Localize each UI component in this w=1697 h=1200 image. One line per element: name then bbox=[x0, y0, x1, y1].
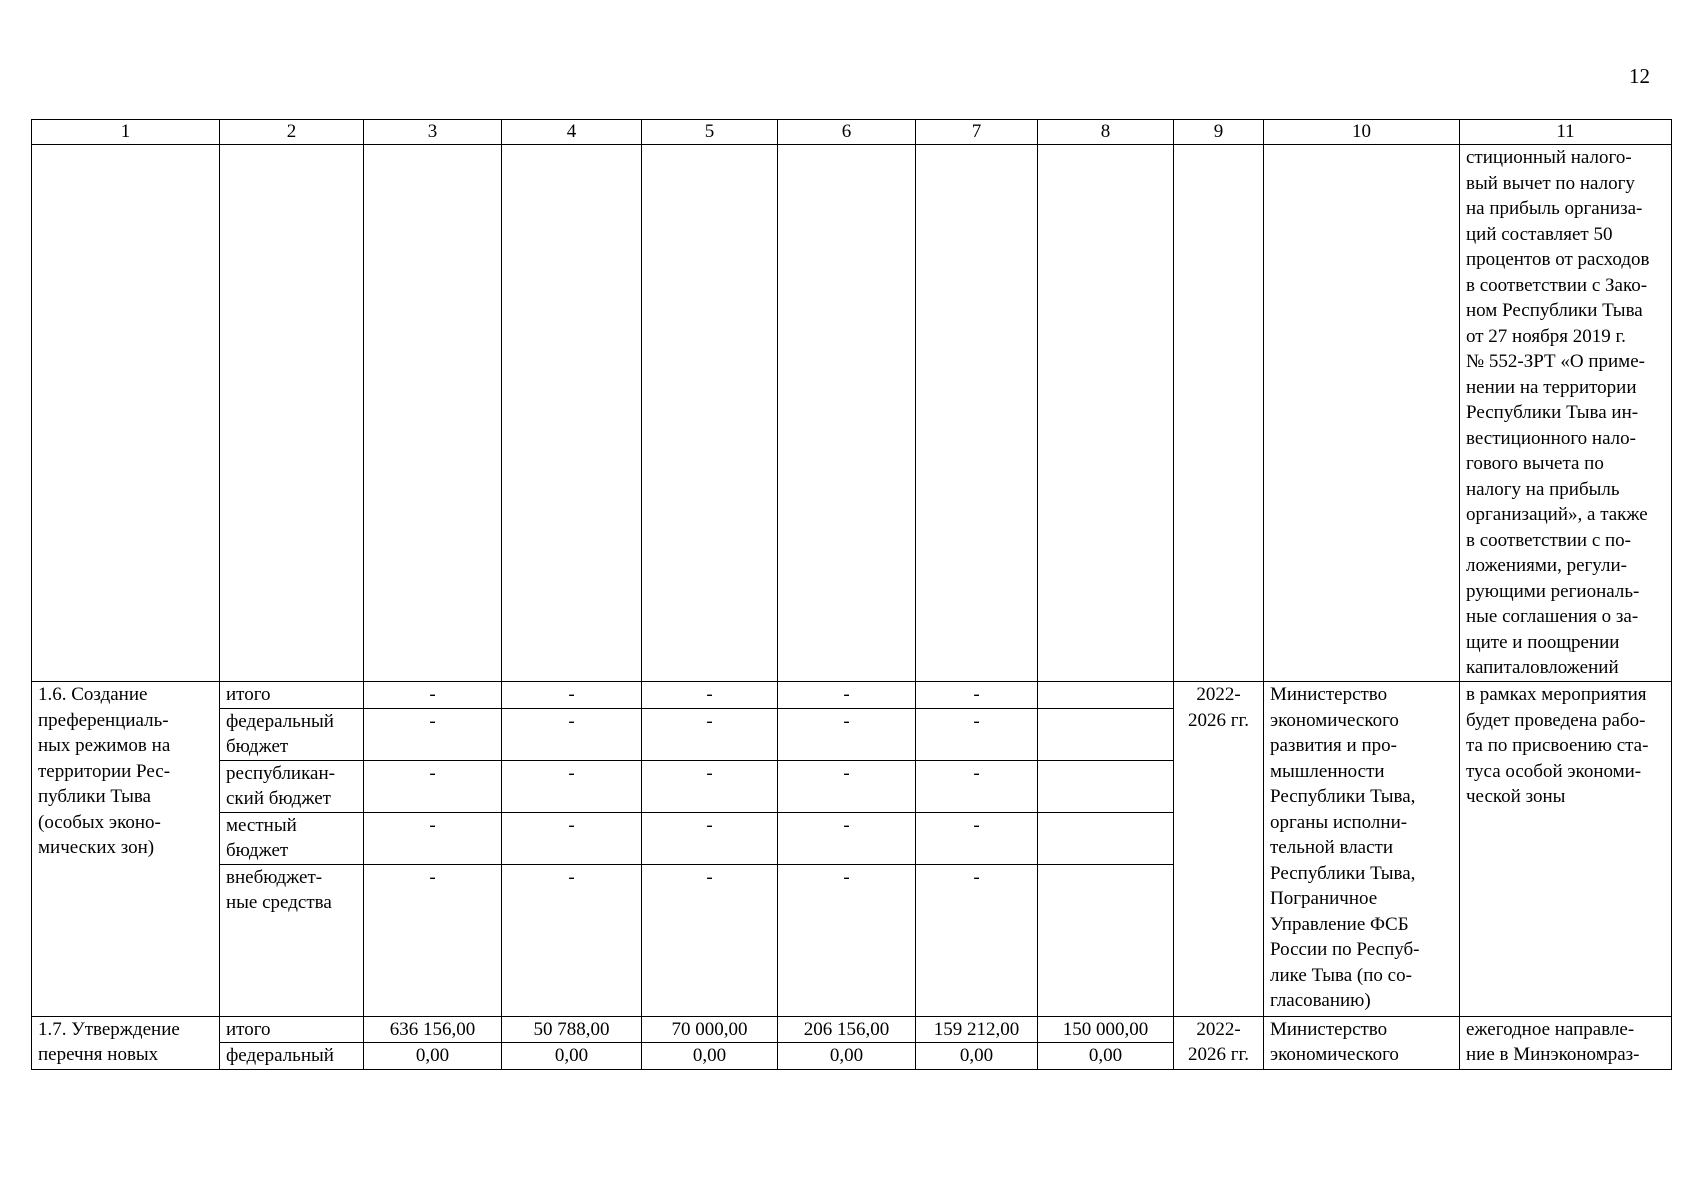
column-header: 1 bbox=[32, 120, 220, 145]
value-cell: - bbox=[642, 708, 778, 760]
funding-source: федеральный бюджет bbox=[220, 708, 364, 760]
value-cell: - bbox=[364, 760, 502, 812]
value-cell: 159 212,00 bbox=[916, 1016, 1038, 1043]
value-cell: - bbox=[502, 760, 642, 812]
empty-cell bbox=[32, 145, 220, 682]
empty-cell bbox=[1174, 145, 1264, 682]
result-continuation-text: стиционный налого- вый вычет по налогу на прибыль организа- ций составляет 50 процентов от расходов в соответствии с Зако- ном Республики Тыва от 27 ноября 2019 г. № 552-ЗРТ «О приме- нении на территории Республики Тыва ин- вестиционного нало- гового вычета по налогу на прибыль организаций», а также в соответствии с по- ложениями, регули- рующими региональ- ные соглашения о за- щите и поощрении капиталовложений bbox=[1460, 145, 1672, 682]
value-cell: - bbox=[916, 760, 1038, 812]
column-header: 11 bbox=[1460, 120, 1672, 145]
value-cell: - bbox=[502, 812, 642, 864]
value-cell: - bbox=[778, 708, 916, 760]
period-cell: 2022- 2026 гг. bbox=[1174, 682, 1264, 1017]
value-cell: - bbox=[364, 708, 502, 760]
value-cell bbox=[1038, 812, 1174, 864]
value-cell: - bbox=[916, 682, 1038, 709]
funding-source: итого bbox=[220, 1016, 364, 1043]
result-cell: ежегодное направле- ние в Минэкономраз- bbox=[1460, 1016, 1672, 1069]
value-cell: 150 000,00 bbox=[1038, 1016, 1174, 1043]
value-cell: - bbox=[642, 812, 778, 864]
funding-source: внебюджет- ные средства bbox=[220, 864, 364, 1016]
item-title: 1.6. Создание преференциаль- ных режимов на территории Рес- публики Тыва (особых эконо- мических зон) bbox=[32, 682, 220, 1017]
column-header: 2 bbox=[220, 120, 364, 145]
page-number: 12 bbox=[1629, 64, 1650, 88]
value-cell: - bbox=[778, 864, 916, 1016]
value-cell bbox=[1038, 708, 1174, 760]
result-cell: в рамках мероприятия будет проведена рабо- та по присвоению ста- туса особой экономи- ческой зоны bbox=[1460, 682, 1672, 1017]
value-cell: - bbox=[364, 812, 502, 864]
empty-cell bbox=[364, 145, 502, 682]
value-cell: - bbox=[642, 864, 778, 1016]
value-cell: 0,00 bbox=[642, 1043, 778, 1070]
value-cell: - bbox=[502, 708, 642, 760]
empty-cell bbox=[502, 145, 642, 682]
value-cell: 0,00 bbox=[778, 1043, 916, 1070]
column-header: 6 bbox=[778, 120, 916, 145]
value-cell: - bbox=[778, 760, 916, 812]
value-cell bbox=[1038, 760, 1174, 812]
item-title: 1.7. Утверждение перечня новых bbox=[32, 1016, 220, 1069]
column-header: 9 bbox=[1174, 120, 1264, 145]
empty-cell bbox=[916, 145, 1038, 682]
value-cell: - bbox=[642, 682, 778, 709]
value-cell: - bbox=[916, 708, 1038, 760]
executor-cell: Министерство экономического bbox=[1264, 1016, 1460, 1069]
empty-cell bbox=[220, 145, 364, 682]
table-row bbox=[32, 682, 1672, 709]
empty-cell bbox=[1264, 145, 1460, 682]
value-cell: - bbox=[502, 864, 642, 1016]
value-cell: - bbox=[778, 812, 916, 864]
period-cell: 2022- 2026 гг. bbox=[1174, 1016, 1264, 1069]
column-header: 5 bbox=[642, 120, 778, 145]
value-cell: - bbox=[364, 864, 502, 1016]
empty-cell bbox=[1038, 145, 1174, 682]
column-header: 7 bbox=[916, 120, 1038, 145]
value-cell: - bbox=[502, 682, 642, 709]
executor-cell: Министерство экономического развития и про- мышленности Республики Тыва, органы исполни- тельной власти Республики Тыва, Пограничное Управление ФСБ России по Респуб- лике Тыва (по со- гласованию) bbox=[1264, 682, 1460, 1017]
column-number-row bbox=[32, 120, 1672, 145]
funding-source: местный бюджет bbox=[220, 812, 364, 864]
value-cell: - bbox=[642, 760, 778, 812]
empty-cell bbox=[642, 145, 778, 682]
column-header: 3 bbox=[364, 120, 502, 145]
program-table bbox=[31, 119, 1672, 1070]
column-header: 10 bbox=[1264, 120, 1460, 145]
funding-source: итого bbox=[220, 682, 364, 709]
value-cell: - bbox=[916, 864, 1038, 1016]
value-cell: 0,00 bbox=[1038, 1043, 1174, 1070]
value-cell bbox=[1038, 864, 1174, 1016]
value-cell: 70 000,00 bbox=[642, 1016, 778, 1043]
value-cell: 0,00 bbox=[916, 1043, 1038, 1070]
value-cell: - bbox=[364, 682, 502, 709]
value-cell bbox=[1038, 682, 1174, 709]
column-header: 8 bbox=[1038, 120, 1174, 145]
value-cell: 0,00 bbox=[364, 1043, 502, 1070]
empty-cell bbox=[778, 145, 916, 682]
continuation-row bbox=[32, 145, 1672, 682]
value-cell: 0,00 bbox=[502, 1043, 642, 1070]
value-cell: 206 156,00 bbox=[778, 1016, 916, 1043]
funding-source: федеральный bbox=[220, 1043, 364, 1070]
value-cell: - bbox=[916, 812, 1038, 864]
table-row bbox=[32, 1016, 1672, 1043]
funding-source: республикан- ский бюджет bbox=[220, 760, 364, 812]
column-header: 4 bbox=[502, 120, 642, 145]
value-cell: 50 788,00 bbox=[502, 1016, 642, 1043]
value-cell: - bbox=[778, 682, 916, 709]
value-cell: 636 156,00 bbox=[364, 1016, 502, 1043]
